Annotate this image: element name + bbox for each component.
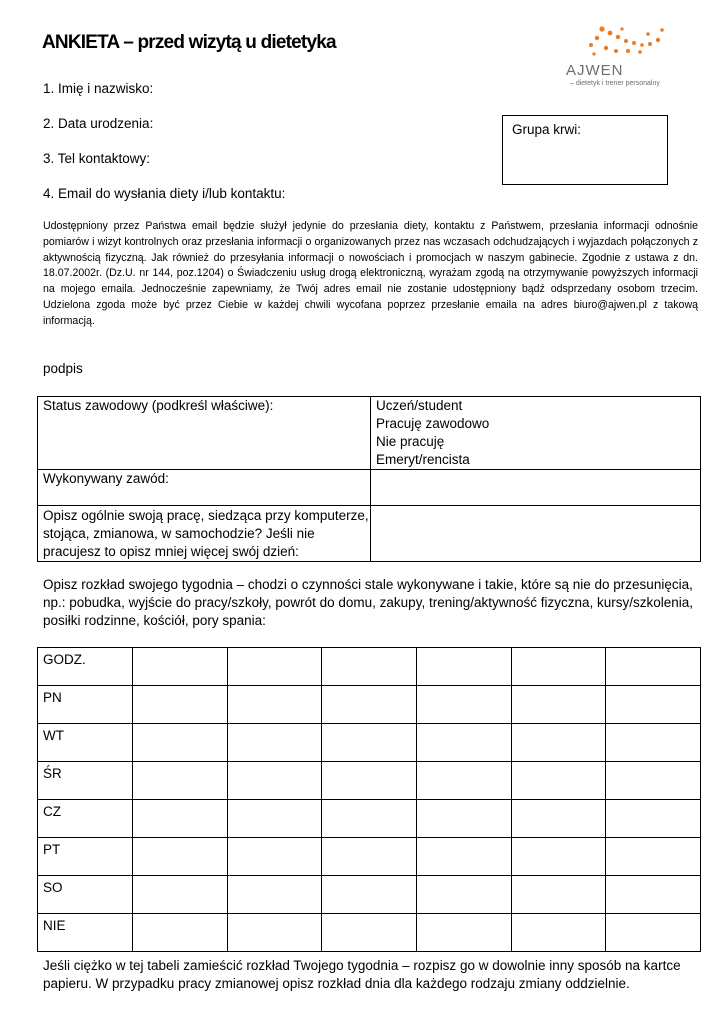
logo-name: AJWEN	[566, 62, 624, 79]
work-description-label: Opisz ogólnie swoją pracę, siedząca przy komputerze, stojąca, zmianowa, w samochodzie? Jeśli nie pracujesz to opisz mniej więcej swój dzień:	[38, 506, 371, 562]
week-cell[interactable]	[322, 876, 417, 914]
work-description-input[interactable]	[371, 506, 701, 562]
name-field-label: 1. Imię i nazwisko:	[43, 81, 154, 96]
week-cell[interactable]	[606, 914, 701, 952]
status-table	[37, 396, 701, 562]
status-option-not-working[interactable]: Nie pracuję	[376, 434, 445, 449]
week-cell[interactable]	[511, 800, 606, 838]
week-cell[interactable]	[133, 648, 228, 686]
week-cell[interactable]	[133, 724, 228, 762]
status-option-retired[interactable]: Emeryt/rencista	[376, 452, 470, 467]
birth-date-field-label: 2. Data urodzenia:	[43, 116, 154, 131]
week-cell[interactable]	[227, 800, 322, 838]
week-cell[interactable]	[511, 648, 606, 686]
week-cell[interactable]	[227, 724, 322, 762]
week-cell[interactable]	[133, 762, 228, 800]
footer-note: Jeśli ciężko w tej tabeli zamieścić rozkład Twojego tygodnia – rozpisz go w dowolnie inny sposób na kartce papieru. W przypadku pracy zmianowej opisz rozkład dnia dla każdego rodzaju zmiany oddzielnie.	[43, 958, 681, 991]
week-row-label: SO	[38, 876, 133, 914]
week-cell[interactable]	[322, 686, 417, 724]
week-description: Opisz rozkład swojego tygodnia – chodzi o czynności stale wykonywane i takie, które są nie do przesunięcia, np.: pobudka, wyjście do pracy/szkoły, powrót do domu, zakupy, trening/aktywność fizyczna, kursy/szkolenia, posiłki rodzinne, kościół, pory spania:	[43, 577, 694, 628]
week-cell[interactable]	[606, 800, 701, 838]
email-field-label: 4. Email do wysłania diety i/lub kontaktu:	[43, 186, 286, 201]
page-title: ANKIETA – przed wizytą u dietetyka	[42, 32, 336, 53]
logo-tagline: – dietetyk i trener personalny	[570, 80, 660, 87]
week-row-label: PT	[38, 838, 133, 876]
week-cell[interactable]	[511, 876, 606, 914]
week-row-label: GODZ.	[38, 648, 133, 686]
week-row-label: ŚR	[38, 762, 133, 800]
week-cell[interactable]	[133, 838, 228, 876]
week-cell[interactable]	[322, 724, 417, 762]
status-label: Status zawodowy (podkreśl właściwe):	[38, 397, 371, 470]
week-row-label: PN	[38, 686, 133, 724]
week-cell[interactable]	[416, 762, 511, 800]
week-cell[interactable]	[511, 686, 606, 724]
week-cell[interactable]	[606, 686, 701, 724]
week-row	[38, 914, 701, 952]
week-row	[38, 648, 701, 686]
week-cell[interactable]	[322, 762, 417, 800]
week-cell[interactable]	[606, 876, 701, 914]
week-cell[interactable]	[227, 914, 322, 952]
week-cell[interactable]	[606, 724, 701, 762]
week-row-label: WT	[38, 724, 133, 762]
week-cell[interactable]	[133, 686, 228, 724]
week-cell[interactable]	[511, 762, 606, 800]
week-row	[38, 724, 701, 762]
week-row	[38, 686, 701, 724]
week-row	[38, 762, 701, 800]
week-cell[interactable]	[511, 838, 606, 876]
week-row	[38, 876, 701, 914]
week-cell[interactable]	[227, 876, 322, 914]
ajwen-logo	[560, 24, 705, 94]
week-cell[interactable]	[416, 838, 511, 876]
week-cell[interactable]	[133, 876, 228, 914]
blood-group-label: Grupa krwi:	[512, 122, 582, 137]
week-row-label: NIE	[38, 914, 133, 952]
week-cell[interactable]	[416, 648, 511, 686]
week-cell[interactable]	[511, 914, 606, 952]
week-cell[interactable]	[322, 648, 417, 686]
week-cell[interactable]	[322, 914, 417, 952]
week-cell[interactable]	[606, 838, 701, 876]
status-option-working[interactable]: Pracuję zawodowo	[376, 416, 490, 431]
week-cell[interactable]	[606, 762, 701, 800]
week-cell[interactable]	[416, 914, 511, 952]
week-cell[interactable]	[322, 800, 417, 838]
blood-group-box[interactable]	[502, 115, 668, 185]
week-cell[interactable]	[227, 838, 322, 876]
phone-field-label: 3. Tel kontaktowy:	[43, 151, 151, 166]
week-cell[interactable]	[133, 914, 228, 952]
week-cell[interactable]	[416, 686, 511, 724]
status-option-student[interactable]: Uczeń/student	[376, 398, 463, 413]
week-row	[38, 800, 701, 838]
week-row-label: CZ	[38, 800, 133, 838]
profession-input[interactable]	[371, 470, 701, 506]
week-cell[interactable]	[511, 724, 606, 762]
week-cell[interactable]	[227, 762, 322, 800]
week-cell[interactable]	[227, 648, 322, 686]
consent-text: Udostępniony przez Państwa email będzie służył jedynie do przesłania diety, kontaktu z Państwem, przesłania informacji odnośnie pomiarów i wizyt kontrolnych oraz przesłania informacji o organizowanych przez nas wczasach odchudzających i wyjazdach połączonych z aktywnością fizyczną. Jak również do przesyłania informacji o nowościach i promocjach w naszym gabinecie. Zgodnie z ustawa z dn. 18.07.2002r. (Dz.U. nr 144, poz.1204) o Świadczeniu usług drogą elektroniczną, wyrażam zgodą na otrzymywanie powyższych informacji na mojego emaila. Jednocześnie zapewniamy, że Twój adres email nie zostanie udostępniony bądź odsprzedany osobom trzecim. Udzielona zgoda może być przez Ciebie w każdej chwili wycofana poprzez przesłanie emaila na adres biuro@ajwen.pl z takową informacją.	[43, 220, 698, 327]
week-cell[interactable]	[227, 686, 322, 724]
week-cell[interactable]	[133, 800, 228, 838]
profession-label: Wykonywany zawód:	[38, 470, 371, 506]
week-cell[interactable]	[606, 648, 701, 686]
week-cell[interactable]	[416, 876, 511, 914]
week-cell[interactable]	[416, 800, 511, 838]
status-options	[371, 397, 701, 470]
week-row	[38, 838, 701, 876]
week-cell[interactable]	[416, 724, 511, 762]
week-schedule-table	[37, 647, 701, 952]
signature-label: podpis	[43, 361, 83, 376]
week-cell[interactable]	[322, 838, 417, 876]
